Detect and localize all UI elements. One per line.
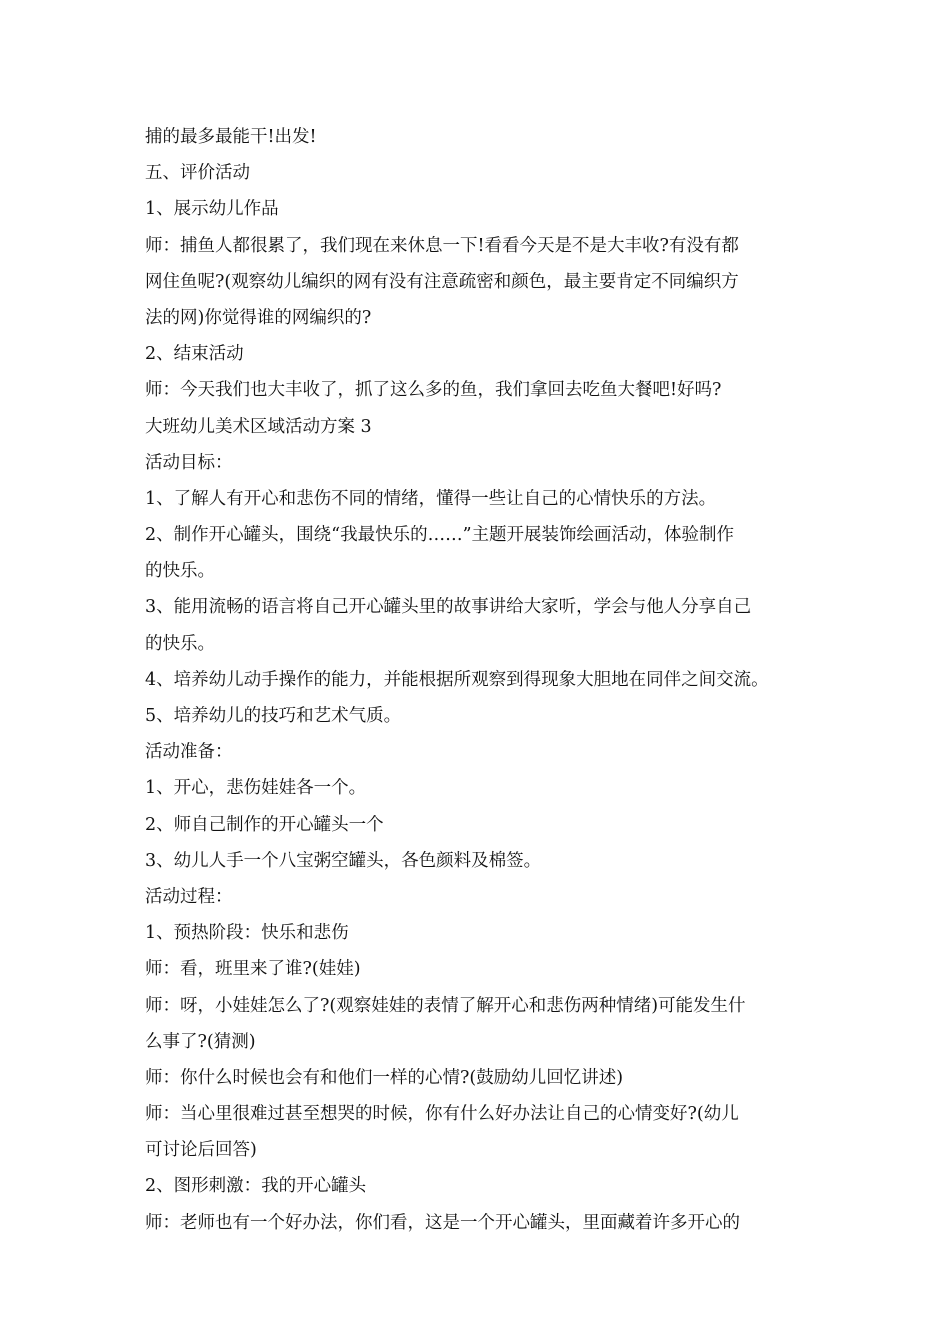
text-line: 2、师自己制作的开心罐头一个 <box>145 814 384 835</box>
text-line: 可讨论后回答) <box>145 1140 257 1161</box>
text-line: 师：今天我们也大丰收了，抓了这么多的鱼，我们拿回去吃鱼大餐吧!好吗? <box>145 380 722 401</box>
text-line: 法的网)你觉得谁的网编织的? <box>145 307 372 328</box>
subsection-heading: 2、图形刺激：我的开心罐头 <box>145 1176 367 1197</box>
text-line: 1、开心，悲伤娃娃各一个。 <box>145 778 367 799</box>
text-line: 5、培养幼儿的技巧和艺术气质。 <box>145 706 402 726</box>
text-line: 捕的最多最能干!出发! <box>145 127 317 147</box>
text-line: 的快乐。 <box>145 561 215 582</box>
plan-title: 大班幼儿美术区域活动方案 3 <box>145 416 372 437</box>
text-line: 师：当心里很难过甚至想哭的时候，你有什么好办法让自己的心情变好?(幼儿 <box>145 1104 739 1125</box>
text-line: 4、培养幼儿动手操作的能力，并能根据所观察到得现象大胆地在同伴之间交流。 <box>145 669 769 690</box>
text-line: 师：老师也有一个好办法，你们看，这是一个开心罐头，里面藏着许多开心的 <box>145 1212 740 1233</box>
text-line: 师：你什么时候也会有和他们一样的心情?(鼓励幼儿回忆讲述) <box>145 1067 624 1088</box>
text-line: 师：捕鱼人都很累了，我们现在来休息一下!看看今天是不是大丰收?有没有都 <box>145 235 739 256</box>
subsection-heading: 2、结束活动 <box>145 344 244 365</box>
text-line: 3、幼儿人手一个八宝粥空罐头，各色颜料及棉签。 <box>145 850 542 871</box>
text-line: 师：看，班里来了谁?(娃娃) <box>145 959 361 980</box>
document-body <box>145 119 825 1241</box>
section-heading: 活动过程： <box>145 886 233 907</box>
subsection-heading: 1、展示幼儿作品 <box>145 199 279 220</box>
text-line: 网住鱼呢?(观察幼儿编织的网有没有注意疏密和颜色，最主要肯定不同编织方 <box>145 271 739 292</box>
text-line: 2、制作开心罐头，围绕“我最快乐的……”主题开展装饰绘画活动，体验制作 <box>145 525 735 546</box>
text-line: 3、能用流畅的语言将自己开心罐头里的故事讲给大家听，学会与他人分享自己 <box>145 597 752 618</box>
section-heading: 活动准备： <box>145 742 233 763</box>
text-line: 1、了解人有开心和悲伤不同的情绪，懂得一些让自己的心情快乐的方法。 <box>145 488 717 509</box>
text-line: 么事了?(猜测) <box>145 1031 256 1052</box>
section-heading: 五、评价活动 <box>145 163 250 184</box>
section-heading: 活动目标： <box>145 452 233 473</box>
text-line: 的快乐。 <box>145 633 215 654</box>
subsection-heading: 1、预热阶段：快乐和悲伤 <box>145 923 349 944</box>
text-line: 师：呀，小娃娃怎么了?(观察娃娃的表情了解开心和悲伤两种情绪)可能发生什 <box>145 995 746 1016</box>
